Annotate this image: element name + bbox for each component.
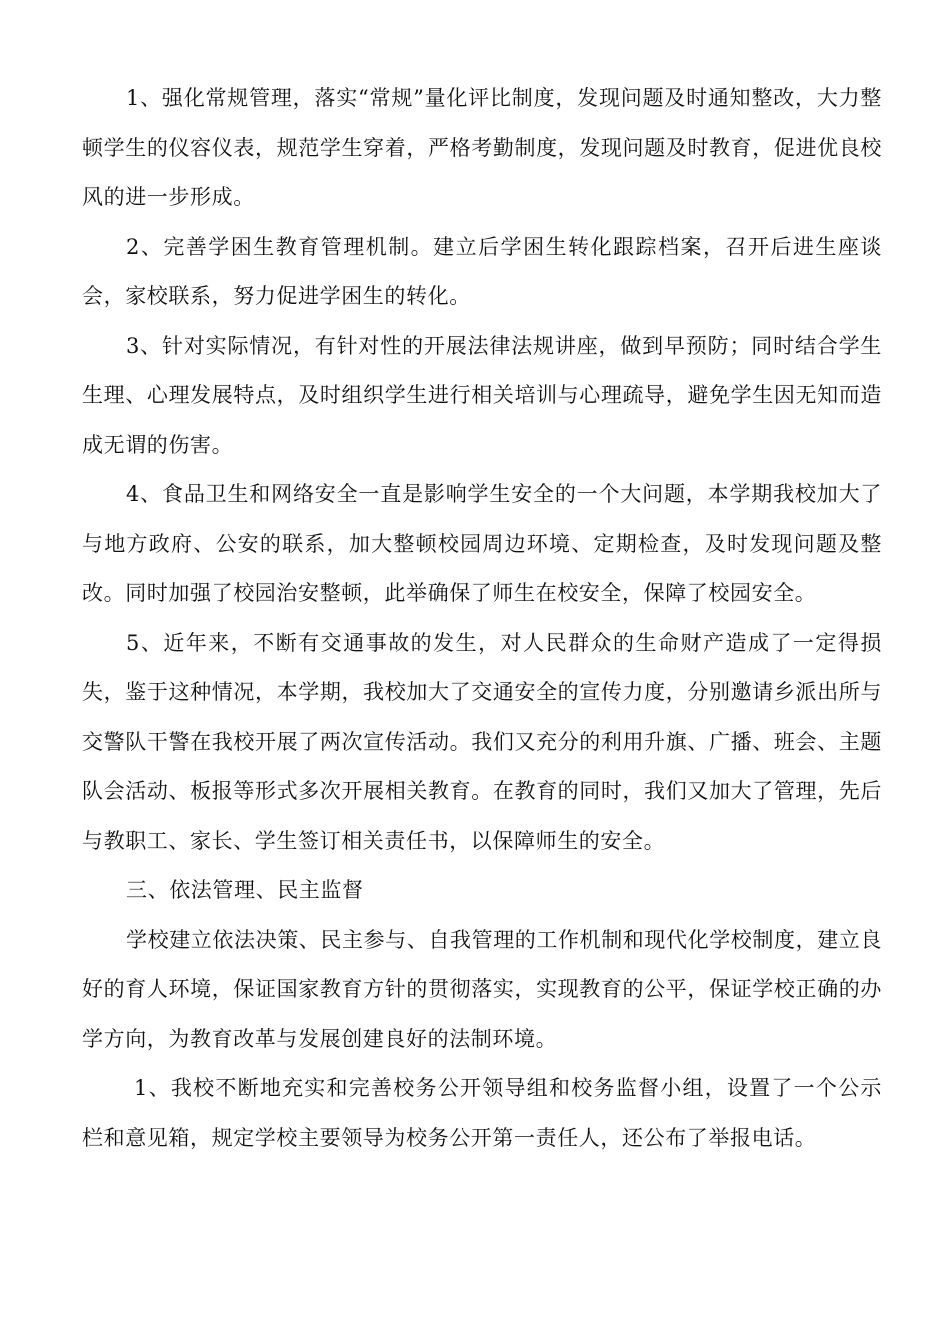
paragraph-1: 1、强化常规管理，落实“常规”量化评比制度，发现问题及时通知整改，大力整顿学生的仪容仪表，规范学生穿着，严格考勤制度，发现问题及时教育，促进优良校风的进一步形成。: [82, 86, 882, 209]
paragraph-3: 3、针对实际情况，有针对性的开展法律法规讲座，做到早预防；同时结合学生生理、心理发展特点，及时组织学生进行相关培训与心理疏导，避免学生因无知而造成无谓的伤害。: [82, 333, 882, 457]
document-body: [82, 74, 882, 1163]
section-heading: 三、依法管理、民主监督: [126, 878, 364, 902]
paragraph-5: 5、近年来，不断有交通事故的发生，对人民群众的生命财产造成了一定得损失，鉴于这种情况，本学期，我校加大了交通安全的宣传力度，分别邀请乡派出所与交警队干警在我校开展了两次宣传活动。我们又充分的利用升旗、广播、班会、主题队会活动、板报等形式多次开展相关教育。在教育的同时，我们又加大了管理，先后与教职工、家长、学生签订相关责任书，以保障师生的安全。: [82, 630, 882, 853]
paragraph-4: 4、食品卫生和网络安全一直是影响学生安全的一个大问题，本学期我校加大了与地方政府、公安的联系，加大整顿校园周边环境、定期检查，及时发现问题及整改。同时加强了校园治安整顿，此举确保了师生在校安全，保障了校园安全。: [82, 482, 882, 605]
paragraph-6: 学校建立依法决策、民主参与、自我管理的工作机制和现代化学校制度，建立良好的育人环境，保证国家教育方针的贯彻落实，实现教育的公平，保证学校正确的办学方向，为教育改革与发展创建良好的法制环境。: [82, 927, 882, 1051]
paragraph-7: 1、我校不断地充实和完善校务公开领导组和校务监督小组，设置了一个公示栏和意见箱，规定学校主要领导为校务公开第一责任人，还公布了举报电话。: [82, 1076, 882, 1150]
paragraph-2: 2、完善学困生教育管理机制。建立后学困生转化跟踪档案，召开后进生座谈会，家校联系，努力促进学困生的转化。: [82, 234, 882, 308]
